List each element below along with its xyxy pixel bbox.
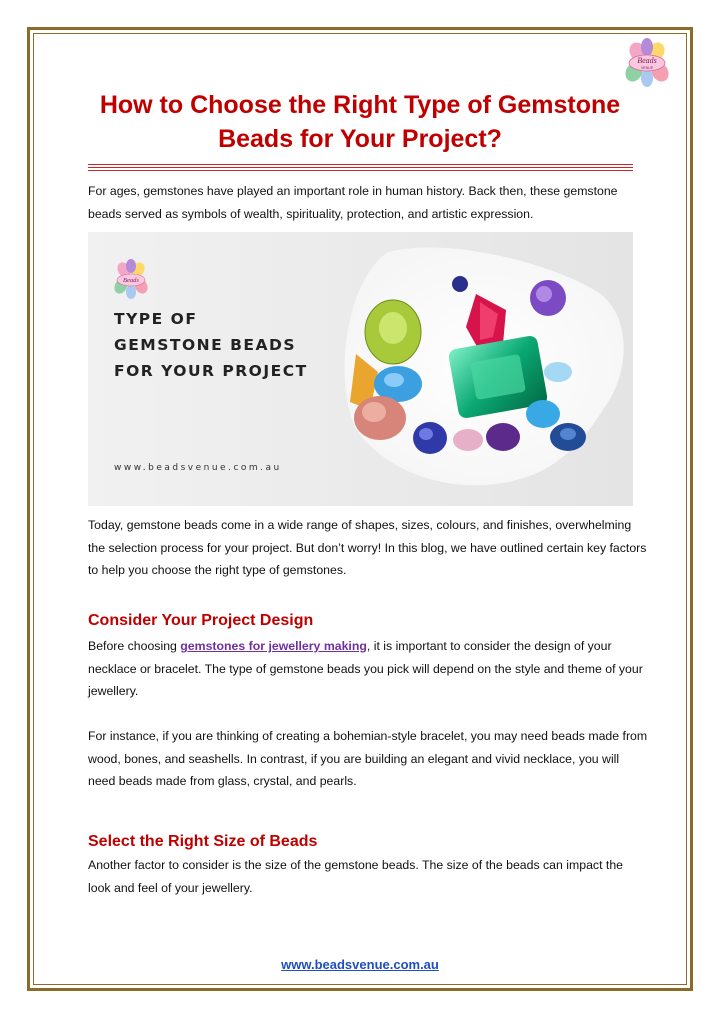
hero-heading-line1: TYPE OF (114, 310, 198, 328)
hero-banner-image (88, 232, 633, 506)
footer-website-link[interactable]: www.beadsvenue.com.au (281, 957, 439, 972)
paragraph-gemstone-variety: Today, gemstone beads come in a wide range of shapes, sizes, colours, and finishes, overwhelming the selection process for your project. But don’t worry! In this blog, we have outlined certain key factors to help you choose the right type of gemstones. (88, 518, 647, 578)
hero-heading-line2: GEMSTONE BEADS (114, 336, 297, 354)
logo-subtext: VENUE (640, 66, 654, 70)
paragraph-project-design (88, 635, 648, 703)
paragraph-bohemian-example: For instance, if you are thinking of creating a bohemian-style bracelet, you may need beads made from wood, bones, and seashells. In contrast, if you are building an elegant and vivid necklace, you will need beads made from glass, crystal, and pearls. (88, 729, 648, 789)
hero-logo-text: Beads (123, 277, 139, 284)
text-before-link: Before choosing (88, 639, 181, 653)
title-divider (88, 164, 633, 171)
page-title: How to Choose the Right Type of Gemstone Beads for Your Project? (99, 91, 621, 153)
gemstones-link[interactable]: gemstones for jewellery making (180, 639, 367, 653)
paragraph-bead-size: Another factor to consider is the size of the gemstone beads. The size of the beads can impact the look and feel of your jewellery. (88, 858, 623, 895)
intro-paragraph: For ages, gemstones have played an important role in human history. Back then, these gemstone beads served as symbols of wealth, spirituality, protection, and artistic expression. (88, 184, 618, 221)
beads-venue-logo (618, 38, 676, 92)
hero-website: www.beadsvenue.com.au (114, 463, 282, 473)
section-heading-project-design: Consider Your Project Design (88, 612, 314, 629)
logo-text: Beads (637, 56, 657, 65)
hero-heading-line3: FOR YOUR PROJECT (114, 362, 308, 380)
section-heading-bead-size: Select the Right Size of Beads (88, 833, 318, 850)
text-after-link: , it is important to consider the design of your necklace or bracelet. The type of gemstone beads you pick will depend on the style and theme of your jewellery. (88, 639, 643, 699)
